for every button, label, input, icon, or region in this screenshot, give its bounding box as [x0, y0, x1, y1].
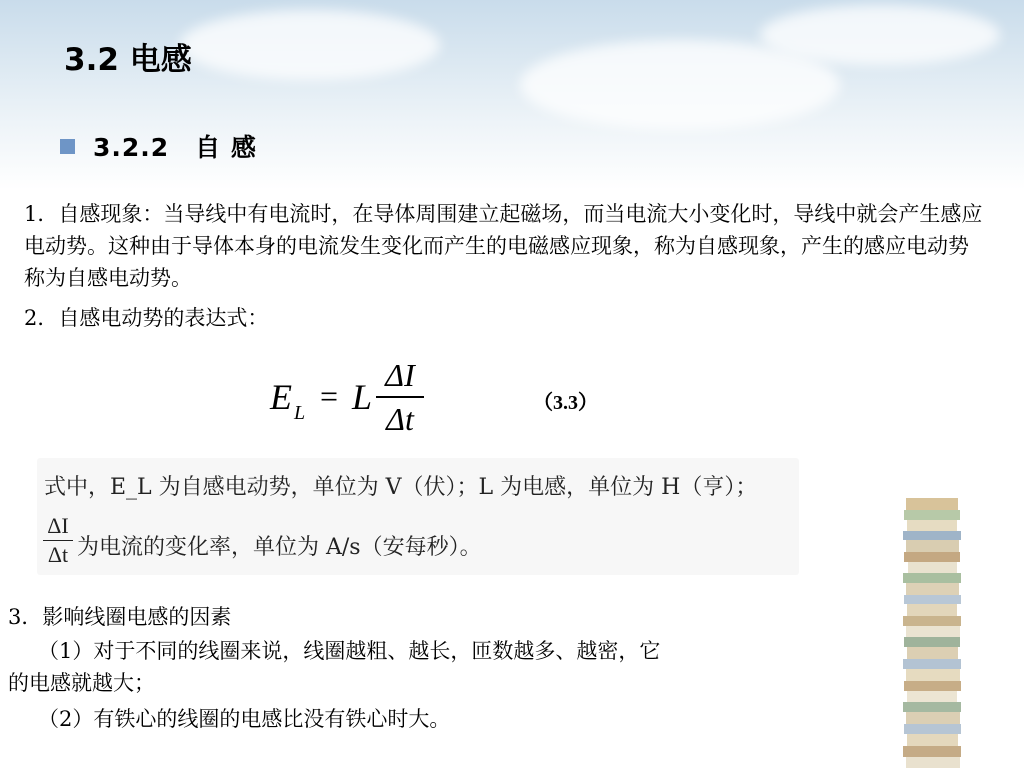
- explanation-line-1: 式中，E_L 为自感电动势，单位为 V（伏）；L 为电感，单位为 H（亨）；: [44, 475, 758, 500]
- explanation-frac-numerator: ΔI: [47, 513, 69, 538]
- explanation-fraction: [43, 513, 73, 568]
- formula-lhs-subscript: L: [294, 402, 306, 424]
- fraction-bar: [376, 396, 424, 398]
- formula-lhs: E: [270, 377, 292, 417]
- cloud: [760, 5, 1000, 65]
- explanation-line-2: 为电流的变化率，单位为 A/s（安每秒）。: [77, 535, 482, 560]
- paragraph-expression-heading: 2．自感电动势的表达式：: [24, 306, 269, 330]
- subsection-heading: [60, 128, 257, 164]
- factor-item-1: （1）对于不同的线圈来说，线圈越粗、越长，匝数越多、越密，它: [38, 639, 661, 663]
- factors-heading: 3．影响线圈电感的因素: [8, 605, 232, 629]
- formula-coefficient: L: [352, 377, 373, 417]
- subsection-label: 3.2.2 自 感: [93, 133, 257, 162]
- cloud: [180, 10, 440, 80]
- formula-fraction: [376, 358, 424, 436]
- formula-equals: =: [320, 378, 339, 414]
- factor-item-1-continued: 的电感就越大；: [8, 671, 155, 695]
- factor-item-2: （2）有铁心的线圈的电感比没有铁心时大。: [38, 707, 451, 731]
- formula: [268, 358, 468, 448]
- square-bullet-icon: [60, 139, 75, 154]
- paragraph-self-induction: 1．自感现象：当导线中有电流时，在导体周围建立起磁场，而当电流大小变化时，导线中就会产生感应电动势。这种由于导体本身的电流发生变化而产生的电磁感应现象，称为自感现象，产生的感应电动势称为自感电动势。: [24, 202, 983, 290]
- formula-denominator: Δt: [386, 401, 414, 437]
- book-stack-illustration: [898, 498, 968, 768]
- slide-title: 3.2 电感: [64, 42, 192, 78]
- explanation-frac-denominator: Δt: [47, 542, 69, 567]
- fraction-bar: [43, 540, 73, 541]
- scanned-explanation: [37, 458, 799, 575]
- equation-number: （3.3）: [533, 392, 598, 414]
- formula-numerator: ΔI: [385, 357, 415, 393]
